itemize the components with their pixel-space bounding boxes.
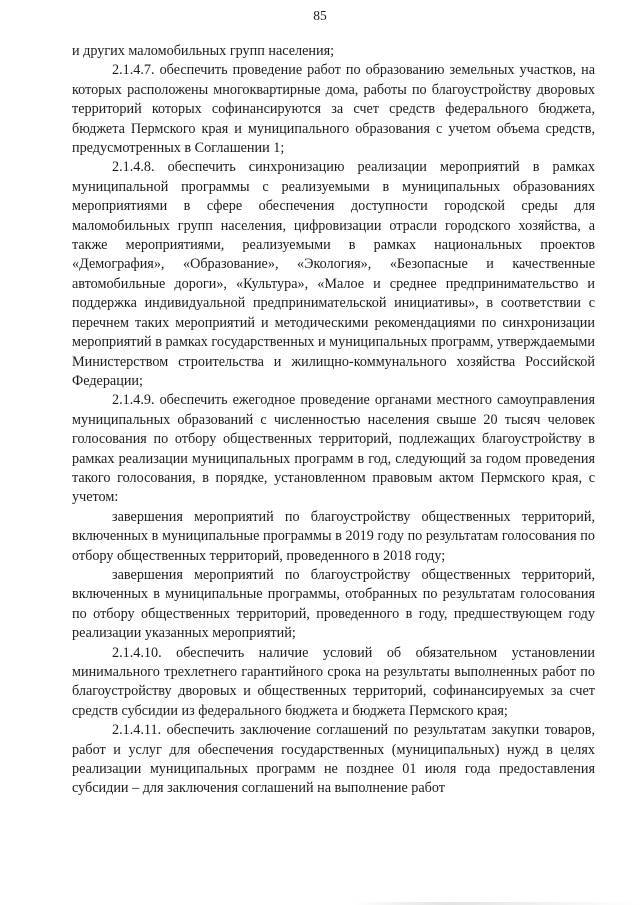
paragraph: завершения мероприятий по благоустройству общественных территорий, включенных в муниципальные программы в 2019 году по результатам голосования по отбору общественных территорий, проведенного в 2018 году; <box>72 508 595 564</box>
paragraph: и других маломобильных групп населения; <box>72 43 335 59</box>
page-number: 85 <box>313 8 327 23</box>
paragraph: 2.1.4.8. обеспечить синхронизацию реализации мероприятий в рамках муниципальной программы с реализуемыми в муниципальных образованиях мероприятиями в сфере обеспечения доступности городской среды для маломобильных групп населения, цифровизации отрасли городского хозяйства, а также мероприятиями, реализуемыми в рамках национальных проектов «Демография», «Образование», «Экология», «Безопасные и качественные автомобильные дороги», «Культура», «Малое и среднее предпринимательство и поддержка индивидуальной предпринимательской инициативы», в соответствии с перечнем таких мероприятий и методическими рекомендациями по синхронизации мероприятий в рамках государственных и муниципальных программ, утверждаемыми Министерством строительства и жилищно-коммунального хозяйства Российской Федерации; <box>72 159 595 389</box>
paragraph: 2.1.4.7. обеспечить проведение работ по образованию земельных участков, на которых расположены многоквартирные дома, работы по благоустройству дворовых территорий которых софинансируются за счет средств федерального бюджета, бюджета Пермского края и муниципального образования с учетом объема средств, предусмотренных в Соглашении 1; <box>72 62 595 157</box>
paragraph: 2.1.4.9. обеспечить ежегодное проведение органами местного самоуправления муниципальных образований с численностью населения свыше 20 тысяч человек голосования по отбору общественных территорий, подлежащих благоустройству в рамках реализации муниципальных программ в год, следующий за годом проведения такого голосования, в порядке, установленном правовым актом Пермского края, с учетом: <box>72 392 595 506</box>
paragraph: 2.1.4.10. обеспечить наличие условий об обязательном установлении минимального трехлетнего гарантийного срока на результаты выполненных работ по благоустройству дворовых и общественных территорий, софинансируемых за счет средств субсидии из федерального бюджета и бюджета Пермского края; <box>72 644 595 719</box>
paragraph: завершения мероприятий по благоустройству общественных территорий, включенных в муниципальные программы, отобранных по результатам голосования по отбору общественных территорий, проведенного в году, предшествующем году реализации указанных мероприятий; <box>72 566 595 642</box>
paragraph: 2.1.4.11. обеспечить заключение соглашений по результатам закупки товаров, работ и услуг для обеспечения государственных (муниципальных) нужд в целях реализации муниципальных программ не позднее 01 июля года предоставления субсидии – для заключения соглашений на выполнение работ <box>72 722 595 797</box>
document-body <box>72 42 595 799</box>
